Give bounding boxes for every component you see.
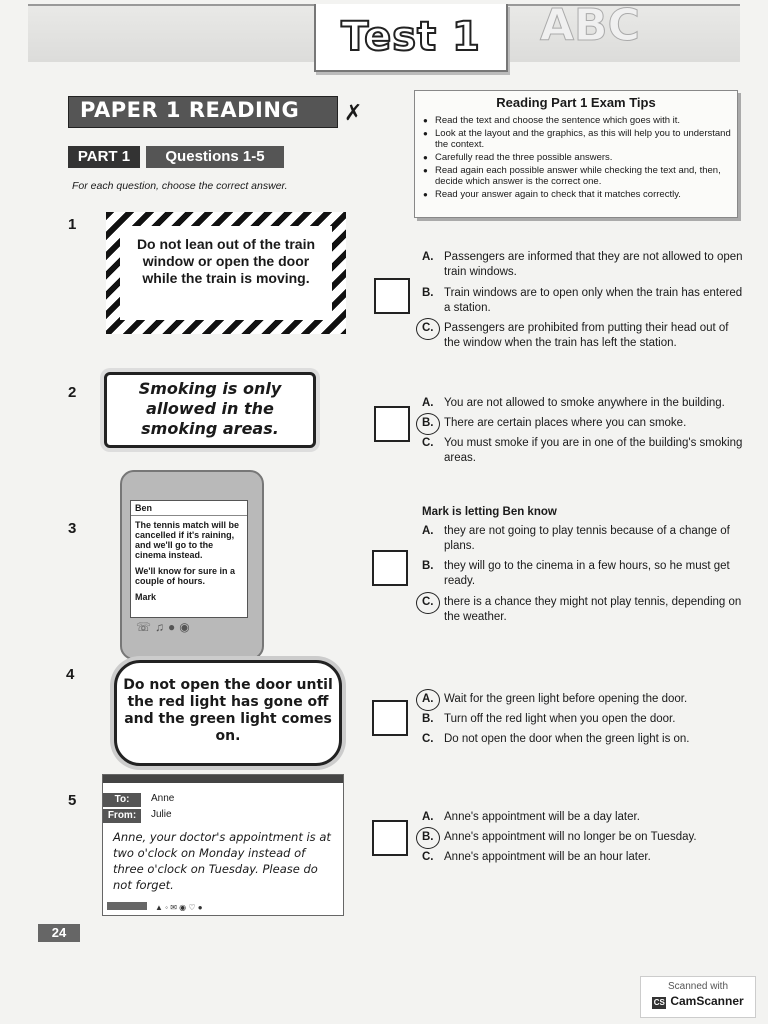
question-prompt: Mark is letting Ben know [422, 506, 557, 518]
option-text: Anne's appointment will no longer be on Tuesday. [444, 831, 697, 843]
option-text: they are not going to play tennis because of a change of plans. [444, 525, 730, 552]
question-number: 3 [68, 520, 77, 537]
message-signature: Mark [135, 592, 157, 602]
option-c[interactable] [422, 595, 752, 625]
smoking-sign [104, 372, 316, 448]
email-to: Anne [151, 793, 175, 804]
option-letter: C. [422, 851, 434, 863]
exam-tips-title: Reading Part 1 Exam Tips [496, 95, 656, 110]
door-sign [114, 660, 342, 766]
exam-tips-box [414, 90, 738, 218]
phone-message [130, 500, 248, 618]
email-from: Julie [151, 809, 172, 820]
tip-item: ● Read again each possible answer while checking the text and, then, decide which answer is the correct one. [423, 165, 733, 187]
email-body: Anne, your doctor's appointment is at two o'clock on Monday instead of three o'clock on Tuesday. Please do not forget. [113, 830, 331, 892]
message-body-2: We'll know for sure in a couple of hours. [135, 566, 235, 586]
answer-box[interactable] [374, 406, 410, 442]
door-sign-text: Do not open the door until the red light has gone off and the green light comes on. [123, 677, 333, 744]
option-a[interactable] [422, 396, 752, 412]
camscanner-brand [641, 994, 755, 1009]
question-number: 2 [68, 384, 77, 401]
option-text: Passengers are prohibited from putting their head out of the window when the train has left the station. [444, 322, 729, 349]
answer-box[interactable] [372, 550, 408, 586]
camscanner-watermark [640, 976, 756, 1018]
questions-label: Questions 1-5 [146, 146, 284, 168]
option-letter: A. [422, 397, 434, 409]
option-text: Do not open the door when the green light is on. [444, 733, 690, 745]
option-text: There are certain places where you can smoke. [444, 417, 687, 429]
option-letter: C. [422, 733, 434, 745]
camscanner-line1: Scanned with [667, 981, 729, 992]
part-label: PART 1 [68, 146, 140, 168]
email-message [102, 774, 344, 916]
tip-item: ● Read your answer again to check that it matches correctly. [423, 189, 733, 200]
test-title-box [314, 4, 508, 72]
option-letter: A. [422, 811, 434, 823]
email-title-bar [103, 775, 343, 783]
question-number: 1 [68, 216, 77, 233]
header-banner-letters: ABC [540, 0, 640, 51]
tip-item: ● Read the text and choose the sentence which goes with it. [423, 115, 733, 126]
option-letter: B. [422, 287, 434, 299]
camscanner-logo-icon: CS [653, 998, 665, 1007]
paper-label: PAPER 1 READING [80, 98, 300, 122]
option-a[interactable] [422, 692, 752, 708]
exam-tips-list [423, 115, 733, 202]
option-text: there is a chance they might not play tennis, depending on the weather. [444, 596, 742, 623]
tip-item: ● Carefully read the three possible answers. [423, 152, 733, 163]
train-sign [120, 226, 332, 320]
option-c[interactable] [422, 321, 752, 351]
answer-box[interactable] [374, 278, 410, 314]
smoking-sign-text: Smoking is only allowed in the smoking areas. [138, 379, 282, 438]
option-c[interactable] [422, 436, 752, 466]
question-number: 4 [66, 666, 75, 683]
option-a[interactable] [422, 250, 752, 280]
handwritten-mark: ✗ [344, 100, 363, 125]
option-letter: C. [422, 596, 434, 608]
option-b[interactable] [422, 416, 752, 432]
option-letter: B. [422, 560, 434, 572]
option-text: Passengers are informed that they are not allowed to open train windows. [444, 251, 743, 278]
test-title: Test 1 [341, 14, 481, 60]
option-a[interactable] [422, 524, 752, 554]
option-a[interactable] [422, 810, 752, 826]
option-text: Anne's appointment will be an hour later. [444, 851, 651, 863]
option-c[interactable] [422, 732, 752, 748]
answer-box[interactable] [372, 700, 408, 736]
option-letter: C. [422, 322, 434, 334]
option-c[interactable] [422, 850, 752, 866]
option-b[interactable] [422, 712, 752, 728]
option-letter: C. [422, 437, 434, 449]
option-text: You are not allowed to smoke anywhere in the building. [444, 397, 725, 409]
option-b[interactable] [422, 559, 752, 589]
option-text: Turn off the red light when you open the door. [444, 713, 676, 725]
option-letter: A. [422, 525, 434, 537]
phone-icons: ☏♫●◉ [136, 620, 194, 634]
option-letter: A. [422, 693, 434, 705]
option-letter: B. [422, 831, 434, 843]
tip-item: ● Look at the layout and the graphics, as this will help you to understand the context. [423, 128, 733, 150]
option-b[interactable] [422, 830, 752, 846]
train-sign-text: Do not lean out of the train window or open the door while the train is moving. [136, 236, 316, 286]
option-letter: A. [422, 251, 434, 263]
message-body: The tennis match will be cancelled if it's raining, and we'll go to the cinema instead. [135, 520, 240, 560]
option-text: You must smoke if you are in one of the building's smoking areas. [444, 437, 743, 464]
option-text: they will go to the cinema in a few hours, so he must get ready. [444, 560, 730, 587]
option-letter: B. [422, 417, 434, 429]
message-sender: Ben [131, 501, 247, 516]
question-number: 5 [68, 792, 77, 809]
camscanner-line2: CamScanner [670, 994, 744, 1008]
instruction-text: For each question, choose the correct answer. [72, 180, 288, 192]
answer-box[interactable] [372, 820, 408, 856]
email-to-label: To: [103, 793, 141, 807]
email-from-label: From: [103, 809, 141, 823]
email-toolbar: ▲ ◦ ✉ ◉ ♡ ● [103, 901, 343, 915]
page-number: 24 [38, 924, 80, 942]
option-text: Anne's appointment will be a day later. [444, 811, 640, 823]
option-letter: B. [422, 713, 434, 725]
option-text: Wait for the green light before opening the door. [444, 693, 688, 705]
option-text: Train windows are to open only when the train has entered a station. [444, 287, 743, 314]
option-b[interactable] [422, 286, 752, 316]
